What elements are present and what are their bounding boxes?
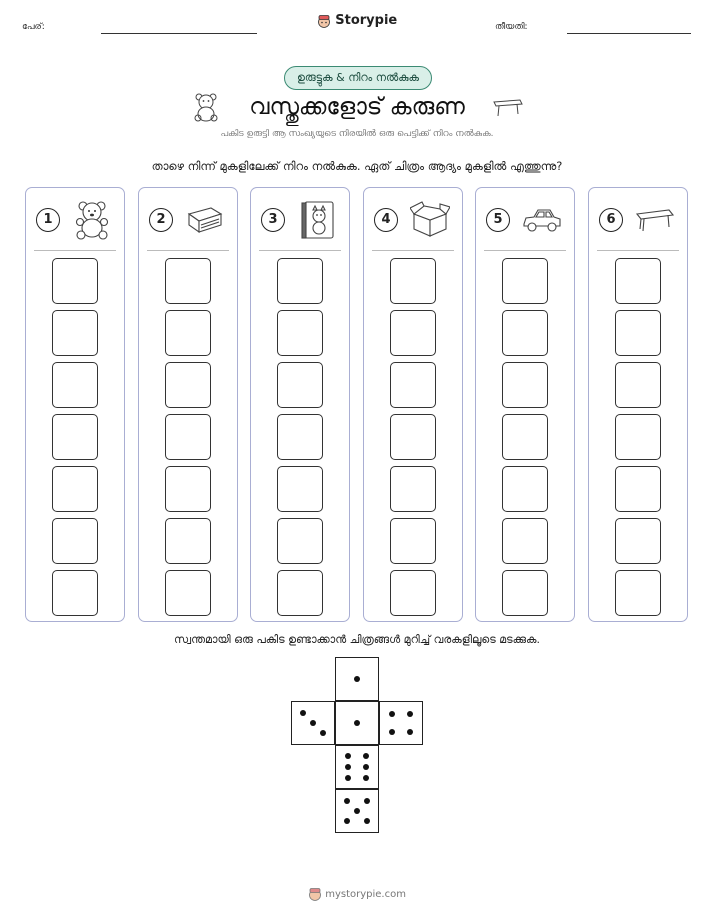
color-box[interactable] [390,518,436,564]
pip [300,710,306,716]
color-box[interactable] [277,570,323,616]
color-box[interactable] [277,466,323,512]
crate-icon [185,198,225,240]
picture-book-icon [297,198,337,240]
color-box[interactable] [615,310,661,356]
color-box[interactable] [277,362,323,408]
color-box[interactable] [502,258,548,304]
brand [0,13,714,28]
pip [364,818,370,824]
pip [310,720,316,726]
color-box[interactable] [277,310,323,356]
pip [389,711,395,717]
color-box[interactable] [615,518,661,564]
column-divider [147,250,229,251]
color-box[interactable] [615,258,661,304]
bench-icon [635,198,675,240]
instruction: താഴെ നിന്ന് മുകളിലേക്ക് നിറം നൽകുക. ഏത് ചിത്രം ആദ്യം മുകളിൽ എത്തുന്നു? [151,159,563,173]
name-line[interactable] [101,33,257,34]
pip [363,764,369,770]
color-box[interactable] [390,414,436,460]
pip [344,818,350,824]
color-box[interactable] [52,570,98,616]
column-divider [259,250,341,251]
pip [354,808,360,814]
pip [364,798,370,804]
column-number: 3 [261,208,285,232]
die-face-6 [335,745,379,789]
column-number: 4 [374,208,398,232]
fold-instruction: സ്വന്തമായി ഒരു പകിട ഉണ്ടാക്കാൻ ചിത്രങ്ങൾ മുറിച്ച് വരകളിലൂടെ മടക്കുക. [174,633,540,646]
color-box[interactable] [52,518,98,564]
column-divider [484,250,566,251]
color-box[interactable] [390,362,436,408]
column-number: 5 [486,208,510,232]
column-2 [138,187,238,622]
color-box[interactable] [165,362,211,408]
pip [345,764,351,770]
color-box[interactable] [52,362,98,408]
color-box[interactable] [52,310,98,356]
open-box-icon [410,198,450,240]
activity-badge: ഉരുട്ടുക & നിറം നൽകുക [284,66,432,90]
color-box[interactable] [165,466,211,512]
column-1 [25,187,125,622]
bench-icon [492,98,524,118]
pip [363,775,369,781]
pip [407,729,413,735]
pip [354,720,360,726]
color-box[interactable] [277,258,323,304]
color-box[interactable] [165,310,211,356]
footer [0,887,714,901]
column-number: 6 [599,208,623,232]
color-box[interactable] [390,466,436,512]
pip [344,798,350,804]
color-box[interactable] [502,310,548,356]
toy-car-icon [522,198,562,240]
date-line[interactable] [567,33,691,34]
date-label: തീയതി: [495,22,528,32]
column-divider [597,250,679,251]
column-number: 1 [36,208,60,232]
color-box[interactable] [615,466,661,512]
color-box[interactable] [277,414,323,460]
column-4 [363,187,463,622]
page-title: വസ്തുക്കളോട് കരുണ [249,94,465,120]
die-face-5 [335,789,379,833]
die-face-3 [291,701,335,745]
column-3 [250,187,350,622]
color-box[interactable] [52,414,98,460]
color-box[interactable] [390,258,436,304]
color-box[interactable] [165,414,211,460]
column-divider [34,250,116,251]
color-box[interactable] [277,518,323,564]
name-label: പേര്: [22,22,45,32]
column-5 [475,187,575,622]
die-face-4 [379,701,423,745]
color-box[interactable] [52,466,98,512]
storypie-logo-icon [308,887,322,901]
pip [354,676,360,682]
pip [389,729,395,735]
color-box[interactable] [502,518,548,564]
die-face-1 [335,701,379,745]
pip [345,775,351,781]
color-box[interactable] [390,310,436,356]
pip [363,753,369,759]
color-box[interactable] [502,570,548,616]
die-face-1 [335,657,379,701]
pip [345,753,351,759]
brand-name: Storypie [335,13,398,28]
color-box[interactable] [52,258,98,304]
color-box[interactable] [165,570,211,616]
column-number: 2 [149,208,173,232]
color-box[interactable] [165,258,211,304]
color-box[interactable] [502,414,548,460]
color-box[interactable] [390,570,436,616]
storypie-logo-icon [317,14,331,28]
footer-url[interactable]: mystorypie.com [325,889,406,900]
column-divider [372,250,454,251]
teddy-bear-icon [72,198,112,240]
subtitle: പകിട ഉരുട്ടി ആ സംഖ്യയുടെ നിരയിൽ ഒരു പെട്ടിക്ക് നിറം നൽകുക. [220,129,494,139]
color-box[interactable] [615,362,661,408]
color-box[interactable] [615,414,661,460]
color-box[interactable] [502,466,548,512]
pip [320,730,326,736]
color-box[interactable] [615,570,661,616]
color-box[interactable] [165,518,211,564]
color-box[interactable] [502,362,548,408]
pip [407,711,413,717]
column-6 [588,187,688,622]
